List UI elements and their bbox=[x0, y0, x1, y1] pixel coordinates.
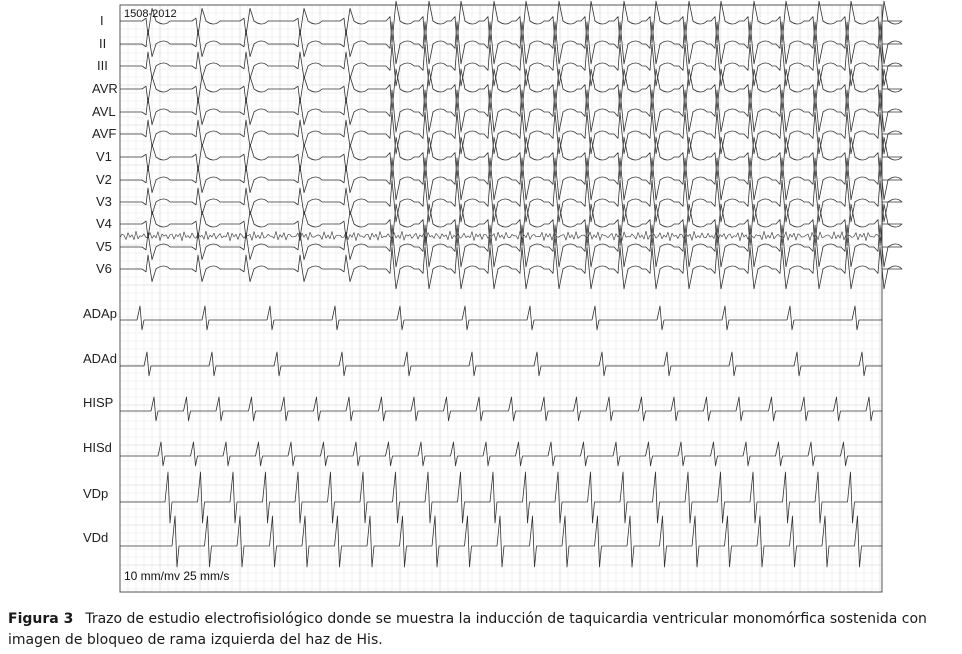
intracardiac-trace bbox=[120, 352, 882, 376]
channel-label-hisd: HISd bbox=[83, 440, 112, 455]
surface-lead-trace bbox=[120, 22, 902, 64]
intracardiac-trace bbox=[120, 306, 882, 330]
intracardiac-trace bbox=[120, 472, 882, 523]
lead-label-i: I bbox=[100, 13, 104, 28]
lead-label-v6: V6 bbox=[96, 261, 112, 276]
lead-label-v4: V4 bbox=[96, 216, 112, 231]
lead-label-avr: AVR bbox=[92, 81, 118, 96]
intracardiac-trace bbox=[120, 442, 882, 466]
record-id: 1508-2012 bbox=[124, 8, 177, 20]
ecg-traces bbox=[120, 1, 902, 567]
caption-text: Trazo de estudio electrofisiológico donde se muestra la inducción de taquicardia ventricular monomórfica sostenida con imagen de bloqueo de rama izquierda del haz de His. bbox=[8, 611, 927, 648]
calibration-label: 10 mm/mv 25 mm/s bbox=[124, 569, 230, 583]
channel-label-adad: ADAd bbox=[83, 351, 117, 366]
lead-label-v1: V1 bbox=[96, 149, 112, 164]
lead-label-iii: III bbox=[97, 58, 108, 73]
lead-label-v2: V2 bbox=[96, 172, 112, 187]
v4-noise-trace bbox=[120, 231, 882, 241]
intracardiac-trace bbox=[120, 516, 882, 567]
lead-label-avl: AVL bbox=[92, 104, 116, 119]
intracardiac-trace bbox=[120, 397, 882, 421]
caption-label: Figura 3 bbox=[8, 611, 74, 627]
surface-lead-trace bbox=[120, 1, 902, 43]
lead-label-avf: AVF bbox=[92, 126, 117, 141]
lead-label-v5: V5 bbox=[96, 239, 112, 254]
lead-label-ii: II bbox=[99, 36, 107, 51]
channel-label-vdp: VDp bbox=[83, 486, 109, 501]
channel-label-hisp: HISP bbox=[83, 395, 114, 410]
lead-label-v3: V3 bbox=[96, 194, 112, 209]
surface-lead-trace bbox=[120, 90, 902, 132]
surface-lead-trace bbox=[120, 225, 902, 267]
channel-label-vdd: VDd bbox=[83, 530, 109, 545]
figure-caption bbox=[8, 609, 958, 651]
channel-label-adap: ADAp bbox=[83, 306, 117, 321]
surface-lead-trace bbox=[120, 158, 902, 200]
